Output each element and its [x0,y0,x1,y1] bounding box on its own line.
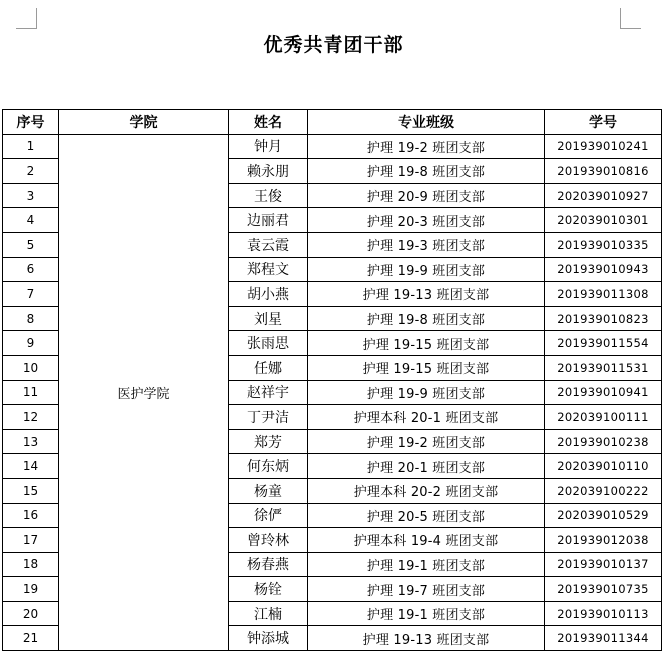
row-index: 13 [3,429,59,454]
row-branch: 护理本科 20-1 班团支部 [308,405,545,430]
row-name: 杨童 [229,478,308,503]
row-branch: 护理 19-13 班团支部 [308,282,545,307]
row-index: 1 [3,134,59,159]
row-branch: 护理本科 19-4 班团支部 [308,528,545,553]
row-student-id: 201939010735 [545,577,662,602]
row-name: 郑程文 [229,257,308,282]
row-student-id: 202039100222 [545,478,662,503]
row-index: 12 [3,405,59,430]
row-branch: 护理 20-3 班团支部 [308,208,545,233]
row-branch: 护理本科 20-2 班团支部 [308,478,545,503]
row-branch: 护理 20-9 班团支部 [308,183,545,208]
row-index: 2 [3,159,59,184]
row-student-id: 201939012038 [545,528,662,553]
row-name: 丁尹洁 [229,405,308,430]
row-index: 17 [3,528,59,553]
row-student-id: 202039100111 [545,405,662,430]
row-name: 刘星 [229,306,308,331]
row-student-id: 201939011531 [545,355,662,380]
row-name: 钟添城 [229,626,308,651]
header-branch: 专业班级 [308,110,545,135]
row-student-id: 201939010335 [545,232,662,257]
row-branch: 护理 19-8 班团支部 [308,306,545,331]
row-index: 4 [3,208,59,233]
row-student-id: 201939010113 [545,601,662,626]
header-row [3,110,662,135]
row-student-id: 201939010241 [545,134,662,159]
row-index: 11 [3,380,59,405]
row-name: 王俊 [229,183,308,208]
roster-body [3,134,662,650]
roster-table [2,109,662,651]
row-name: 任娜 [229,355,308,380]
row-index: 5 [3,232,59,257]
row-student-id: 201939010238 [545,429,662,454]
table-row [3,134,662,159]
row-index: 6 [3,257,59,282]
header-student-id: 学号 [545,110,662,135]
row-branch: 护理 19-15 班团支部 [308,331,545,356]
row-index: 8 [3,306,59,331]
row-branch: 护理 19-3 班团支部 [308,232,545,257]
row-student-id: 202039010301 [545,208,662,233]
crop-mark-top-left [16,8,37,29]
row-name: 赖永朋 [229,159,308,184]
row-index: 18 [3,552,59,577]
row-name: 曾玲林 [229,528,308,553]
row-name: 江楠 [229,601,308,626]
row-index: 3 [3,183,59,208]
row-index: 19 [3,577,59,602]
row-branch: 护理 19-8 班团支部 [308,159,545,184]
row-student-id: 202039010110 [545,454,662,479]
row-branch: 护理 19-9 班团支部 [308,380,545,405]
row-index: 16 [3,503,59,528]
row-branch: 护理 20-1 班团支部 [308,454,545,479]
row-index: 15 [3,478,59,503]
header-index: 序号 [3,110,59,135]
row-name: 郑芳 [229,429,308,454]
college-cell: 医护学院 [59,134,229,650]
row-name: 钟月 [229,134,308,159]
row-student-id: 201939010137 [545,552,662,577]
row-name: 赵祥宇 [229,380,308,405]
row-name: 徐俨 [229,503,308,528]
row-name: 袁云霞 [229,232,308,257]
row-index: 14 [3,454,59,479]
row-student-id: 201939011308 [545,282,662,307]
row-branch: 护理 19-7 班团支部 [308,577,545,602]
row-branch: 护理 19-13 班团支部 [308,626,545,651]
crop-mark-top-right [620,8,641,29]
row-index: 7 [3,282,59,307]
row-name: 何东炳 [229,454,308,479]
row-student-id: 201939010941 [545,380,662,405]
row-student-id: 201939010943 [545,257,662,282]
header-name: 姓名 [229,110,308,135]
row-student-id: 201939011344 [545,626,662,651]
row-student-id: 201939011554 [545,331,662,356]
row-name: 胡小燕 [229,282,308,307]
row-student-id: 202039010927 [545,183,662,208]
row-branch: 护理 20-5 班团支部 [308,503,545,528]
header-college: 学院 [59,110,229,135]
document-title: 优秀共青团干部 [263,34,404,56]
row-name: 张雨思 [229,331,308,356]
row-index: 20 [3,601,59,626]
row-index: 21 [3,626,59,651]
row-student-id: 201939010816 [545,159,662,184]
row-name: 杨春燕 [229,552,308,577]
row-branch: 护理 19-1 班团支部 [308,552,545,577]
row-branch: 护理 19-15 班团支部 [308,355,545,380]
row-branch: 护理 19-2 班团支部 [308,429,545,454]
row-student-id: 202039010529 [545,503,662,528]
row-branch: 护理 19-9 班团支部 [308,257,545,282]
row-branch: 护理 19-1 班团支部 [308,601,545,626]
row-name: 杨铨 [229,577,308,602]
row-student-id: 201939010823 [545,306,662,331]
row-name: 边丽君 [229,208,308,233]
row-index: 9 [3,331,59,356]
row-index: 10 [3,355,59,380]
row-branch: 护理 19-2 班团支部 [308,134,545,159]
